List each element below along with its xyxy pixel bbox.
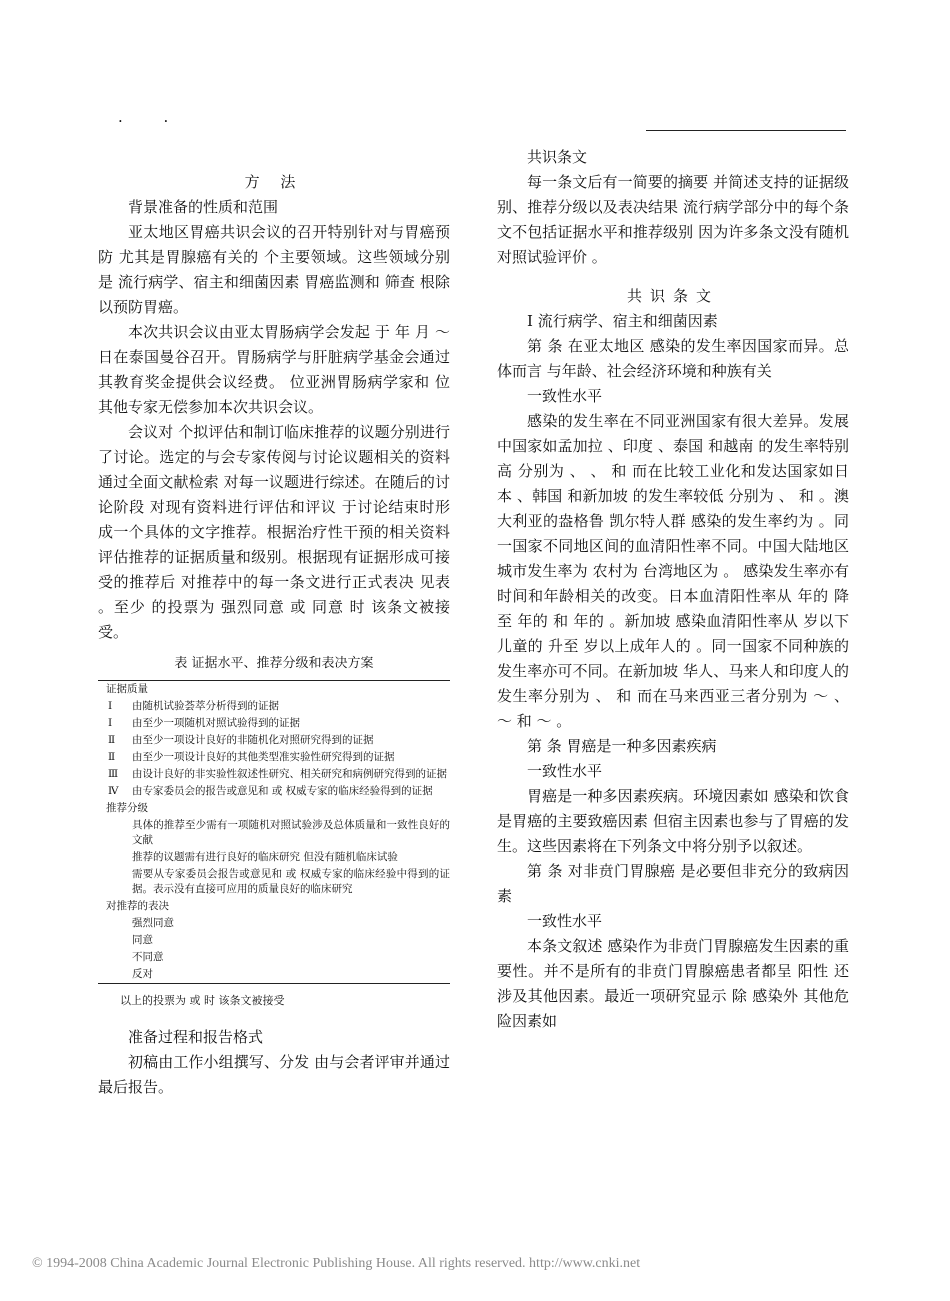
paragraph: 每一条文后有一简要的摘要 并简述支持的证据级别、推荐分级以及表决结果 流行病学部分中的每个条文不包括证据水平和推荐级别 因为许多条文没有随机对照试验评价 。 bbox=[497, 173, 849, 266]
subheading-background: 背景准备的性质和范围 bbox=[128, 198, 279, 216]
table-row: Ⅰ 由随机试验荟萃分析得到的证据 bbox=[108, 700, 279, 712]
table-row: 推荐的议题需有进行良好的临床研究 但没有随机临床试验 bbox=[132, 851, 398, 863]
paragraph: 感染的发生率在不同亚洲国家有很大差异。发展中国家如孟加拉 、印度 、泰国 和越南 的发生率特别高 分别为 、 、 和 而在比较工业化和发达国家如日本 、韩国 和新加坡 的发生率较低 分别为 、 和 。澳大利亚的盎格鲁 凯尔特人群 感染的发生率约为 。同一国家不同地区间的血清阳性率不同。中国大陆地区城市发生率为 农村为 台湾地区为 。 感染发生率亦有时间和年龄相关的改变。日本血清阳性率从 年的 降至 年的 和 年的 。新加坡 感染血清阳性率从 岁以下儿童的 升至 岁以上成年人的 。同一国家不同种族的发生率亦可不同。在新加坡 华人、马来人和印度人的发生率分别为 、 和 而在马来西亚三者分别为 ～ 、 ～ 和 ～ 。 bbox=[497, 412, 849, 730]
statement-1: 第 条 在亚太地区 感染的发生率因国家而异。总体而言 与年龄、社会经济环境和种族有关 bbox=[497, 337, 849, 380]
table-row: Ⅰ 由至少一项随机对照试验得到的证据 bbox=[108, 717, 300, 729]
paragraph: 会议对 个拟评估和制订临床推荐的议题分别进行了讨论。选定的与会专家传阅与讨论议题相关的资料 通过全面文献检索 对每一议题进行综述。在随后的讨论阶段 对现有资料进行评估和评议 于讨论结束时形成一个具体的文字推荐。根据治疗性干预的相关资料 评估推荐的证据质量和级别。根据现有证据形成可接受的推荐后 对推荐中的每一条文进行正式表决 见表 。至少 的投票为 强烈同意 或 同意 时 该条文被接受。 bbox=[98, 423, 450, 641]
consensus-level: 一致性水平 bbox=[527, 387, 603, 405]
table-group-heading: 证据质量 bbox=[106, 683, 148, 695]
table-group-heading: 推荐分级 bbox=[106, 802, 148, 814]
statement-3: 第 条 对非贲门胃腺癌 是必要但非充分的致病因素 bbox=[497, 862, 849, 905]
right-column bbox=[497, 145, 849, 1034]
table-row: Ⅱ 由至少一项设计良好的其他类型准实验性研究得到的证据 bbox=[108, 751, 395, 763]
table-row: 不同意 bbox=[132, 951, 164, 963]
paragraph: 亚太地区胃癌共识会议的召开特别针对与胃癌预防 尤其是胃腺癌有关的 个主要领域。这些领域分别是 流行病学、宿主和细菌因素 胃癌监测和 筛查 根除 以预防胃癌。 bbox=[98, 223, 450, 316]
section-title-consensus: 共识条文 bbox=[626, 287, 719, 305]
table-group-heading: 对推荐的表决 bbox=[106, 900, 169, 912]
consensus-level: 一致性水平 bbox=[527, 762, 603, 780]
header-marks: · · bbox=[118, 112, 187, 130]
subheading-consensus: 共识条文 bbox=[527, 148, 588, 166]
section-title-methods: 方 法 bbox=[244, 173, 304, 191]
table-row: 强烈同意 bbox=[132, 917, 174, 929]
table-footnote: 以上的投票为 或 时 该条文被接受 bbox=[120, 994, 285, 1007]
table-row: Ⅳ 由专家委员会的报告或意见和 或 权威专家的临床经验得到的证据 bbox=[108, 785, 433, 797]
paragraph: 本次共识会议由亚太胃肠病学会发起 于 年 月 ～ 日在泰国曼谷召开。胃肠病学与肝脏病学基金会通过其教育奖金提供会议经费。 位亚洲胃肠病学家和 位其他专家无偿参加本次共识会议。 bbox=[98, 323, 450, 416]
paragraph: 初稿由工作小组撰写、分发 由与会者评审并通过最后报告。 bbox=[98, 1053, 450, 1096]
table-caption: 表 证据水平、推荐分级和表决方案 bbox=[174, 656, 374, 671]
table-row: Ⅱ 由至少一项设计良好的非随机化对照研究得到的证据 bbox=[108, 734, 374, 746]
table-row: 具体的推荐至少需有一项随机对照试验涉及总体质量和一致性良好的文献 bbox=[132, 819, 450, 846]
consensus-level: 一致性水平 bbox=[527, 912, 603, 930]
table-row: 需要从专家委员会报告或意见和 或 权威专家的临床经验中得到的证据。表示没有直接可应用的质量良好的临床研究 bbox=[132, 868, 450, 895]
copyright-footer: © 1994-2008 China Academic Journal Electronic Publishing House. All rights reserved. http://www.cnki.net bbox=[32, 1256, 641, 1271]
table-row: Ⅲ 由设计良好的非实验性叙述性研究、相关研究和病例研究得到的证据 bbox=[108, 768, 447, 780]
statement-2: 第 条 胃癌是一种多因素疾病 bbox=[527, 737, 717, 755]
subheading-preparation: 准备过程和报告格式 bbox=[128, 1028, 264, 1046]
left-column bbox=[98, 170, 450, 1100]
table-row: 同意 bbox=[132, 934, 153, 946]
paragraph: 本条文叙述 感染作为非贲门胃腺癌发生因素的重要性。并不是所有的非贲门胃腺癌患者都呈 阳性 还涉及其他因素。最近一项研究显示 除 感染外 其他危险因素如 bbox=[497, 937, 849, 1030]
table-row: 反对 bbox=[98, 966, 450, 984]
header-rule bbox=[646, 130, 846, 131]
paragraph: 胃癌是一种多因素疾病。环境因素如 感染和饮食是胃癌的主要致癌因素 但宿主因素也参与了胃癌的发生。这些因素将在下列条文中将分别予以叙述。 bbox=[497, 787, 849, 855]
evidence-table bbox=[98, 680, 450, 984]
part-heading: Ⅰ 流行病学、宿主和细菌因素 bbox=[527, 312, 718, 330]
